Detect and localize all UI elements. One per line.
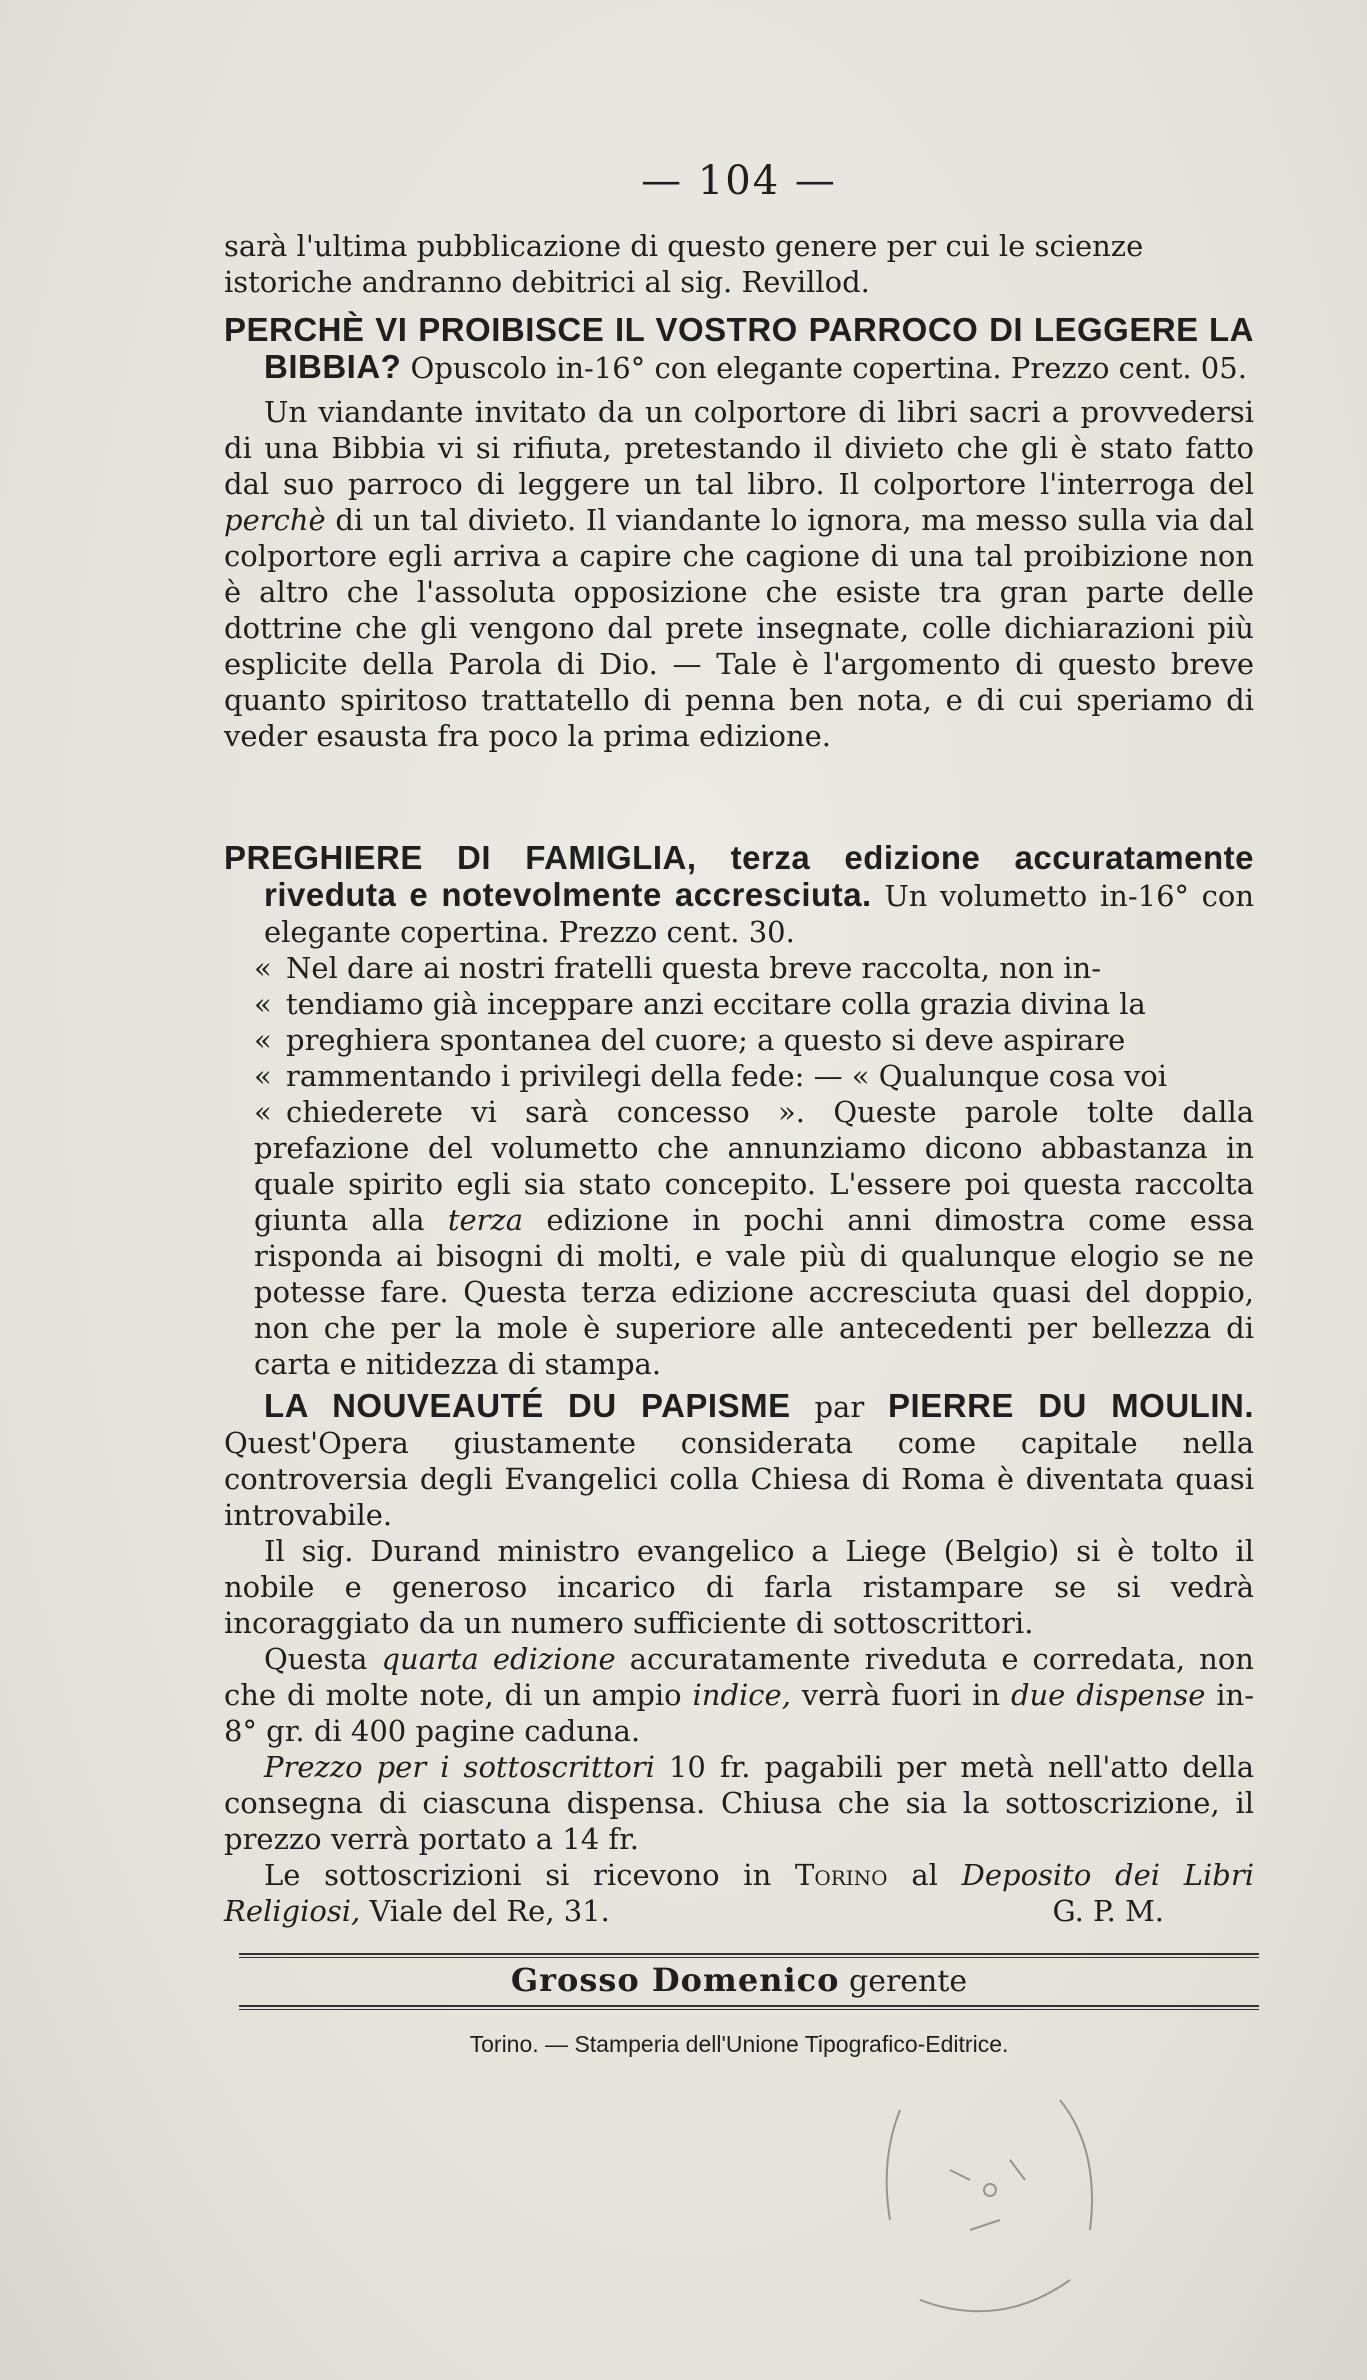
entry-papisme-p1: Quest'Opera giustamente considerata come capitale nella controversia degli Evangelici colla Chiesa di Roma è diventata quasi introvabile.: [224, 1426, 1254, 1532]
entry-papisme-title: LA NOUVEAUTÉ DU PAPISME: [264, 1387, 791, 1424]
entry-papisme-p4: [224, 1749, 1254, 1857]
p3-em1: quarta edizione: [381, 1642, 616, 1676]
signature: G. P. M.: [1052, 1894, 1164, 1928]
quote-mark: «: [254, 951, 272, 985]
entry-bibbia-heading: [224, 312, 1254, 386]
p5-city: Torino: [794, 1858, 888, 1892]
entry-preghiere-body-rest: edizione in pochi anni dimostra come essa risponda ai bisogni di molti, e vale più di qualunque elogio se ne potesse fare. Questa terza edizione accresciuta quasi del doppio, non che per la mole è superiore alle antecedenti per bellezza di carta e nitidezza di stampa.: [254, 1203, 1255, 1381]
p4-em: Prezzo per i sottoscrittori: [264, 1750, 655, 1784]
p3-em2: indice,: [692, 1678, 791, 1712]
manager-line: [224, 1961, 1254, 1999]
quote-line: [254, 1022, 1254, 1058]
manager-role: gerente: [848, 1964, 968, 1999]
entry-bibbia-body-text: Un viandante invitato da un colportore di libri sacri a provvedersi di una Bibbia vi si rifiuta, pretestando il divieto che gli è stato fatto dal suo parroco di leggere un tal libro. Il colportore l'interroga del: [224, 395, 1254, 501]
entry-bibbia: [224, 312, 1254, 754]
entry-preghiere: [224, 840, 1254, 1382]
p5-a: Le sottoscrizioni si ricevono in: [264, 1858, 772, 1892]
quote-text: rammentando i privilegi della fede: — « Qualunque cosa voi: [286, 1059, 1167, 1093]
p3-d: in-8° gr. di 400 pagine caduna.: [224, 1678, 1255, 1748]
entry-bibbia-title: PERCHÈ VI PROIBISCE IL VOSTRO PARROCO DI LEGGERE: [224, 311, 1199, 348]
entry-bibbia-body-em: perchè: [224, 503, 326, 537]
divider-top-2: [239, 1957, 1259, 1958]
divider-top: [239, 1953, 1259, 1955]
p5-em: Deposito dei Libri Religiosi,: [224, 1858, 1254, 1928]
quote-mark: «: [254, 1059, 272, 1093]
quote-text: chiederete vi sarà concesso ».: [286, 1095, 806, 1129]
quote-text: preghiera spontanea del cuore; a questo si deve aspirare: [286, 1023, 1126, 1057]
entry-papisme-par: par: [814, 1390, 865, 1424]
entry-preghiere-title: PREGHIERE DI FAMIGLIA, terza edizione accuratamente riveduta e notevolmente accresciuta.: [224, 839, 1254, 913]
entry-papisme: [224, 1388, 1254, 1929]
entry-papisme-heading: [224, 1388, 1254, 1533]
intro-block: [224, 228, 1254, 300]
p5-b: al: [911, 1858, 938, 1892]
quote-mark: «: [254, 1095, 272, 1129]
p3-a: Questa: [264, 1642, 368, 1676]
entry-preghiere-heading: [224, 840, 1254, 950]
p4-rest: 10 fr. pagabili per metà nell'atto della consegna di ciascuna dispensa. Chiusa che sia la sottoscrizione, il prezzo verrà portato a 14 fr.: [224, 1750, 1254, 1856]
quote-line: [254, 986, 1254, 1022]
p3-em3: due dispense: [1010, 1678, 1206, 1712]
entry-preghiere-body: Queste parole tolte dalla prefazione del volumetto che annunziamo dicono abbastanza in quale spirito egli sia stato concepito. L'essere poi questa raccolta giunta alla: [254, 1095, 1255, 1237]
divider-bottom-2: [239, 2009, 1259, 2010]
entry-bibbia-body: [224, 394, 1254, 754]
entry-papisme-author: PIERRE DU MOULIN.: [888, 1387, 1254, 1424]
quote-line: [254, 950, 1254, 986]
ink-stamp: [860, 2080, 1140, 2340]
entry-papisme-p2: Il sig. Durand ministro evangelico a Liege (Belgio) si è tolto il nobile e generoso incarico di farla ristampare se si vedrà incoraggiato da un numero sufficiente di sottoscrittori.: [224, 1534, 1254, 1640]
entry-bibbia-title-2: LA BIBBIA?: [264, 311, 1255, 385]
entry-papisme-p5: [224, 1857, 1254, 1929]
intro-line-2: istoriche andranno debitrici al sig. Revillod.: [224, 265, 870, 299]
p3-c: verrà fuori in: [801, 1678, 1001, 1712]
p3-b: accuratamente riveduta e corredata, non che di molte note, di un ampio: [224, 1642, 1254, 1712]
entry-preghiere-body-em: terza: [447, 1203, 524, 1237]
intro-line-1: sarà l'ultima pubblicazione di questo genere per cui le scienze: [224, 229, 1144, 263]
quote-text: Nel dare ai nostri fratelli questa breve raccolta, non in-: [286, 951, 1102, 985]
entry-bibbia-body-rest: di un tal divieto. Il viandante lo ignora, ma messo sulla via dal colportore egli arriva a capire che cagione di una tal proibizione non è altro che l'assoluta opposizione che esiste tra gran parte delle dottrine che gli vengono dal prete insegnate, colle dichiarazioni più esplicite della Parola di Dio. — Tale è l'argomento di questo breve quanto spiritoso trattatello di penna ben nota, e di cui speriamo di veder esausta fra poco la prima edizione.: [224, 503, 1254, 753]
quote-mark: «: [254, 987, 272, 1021]
entry-bibbia-desc: Opuscolo in-16° con elegante copertina. Prezzo cent. 05.: [410, 351, 1247, 385]
quote-mark: «: [254, 1023, 272, 1057]
quote-text: tendiamo già inceppare anzi eccitare colla grazia divina la: [286, 987, 1146, 1021]
manager-name: Grosso Domenico: [510, 1961, 840, 1999]
divider-bottom: [239, 2005, 1259, 2007]
entry-papisme-p3: [224, 1641, 1254, 1749]
page-number: — 104 —: [641, 158, 837, 204]
printer-imprint: Torino. — Stamperia dell'Unione Tipografico-Editrice.: [469, 2031, 1009, 2057]
entry-preghiere-desc: Un volumetto in-16° con elegante copertina. Prezzo cent. 30.: [264, 879, 1255, 949]
entry-preghiere-quote: [224, 950, 1254, 1382]
p5-c: Viale del Re, 31.: [369, 1894, 610, 1928]
quote-line-last: [224, 1094, 1254, 1382]
quote-line: [254, 1058, 1254, 1094]
